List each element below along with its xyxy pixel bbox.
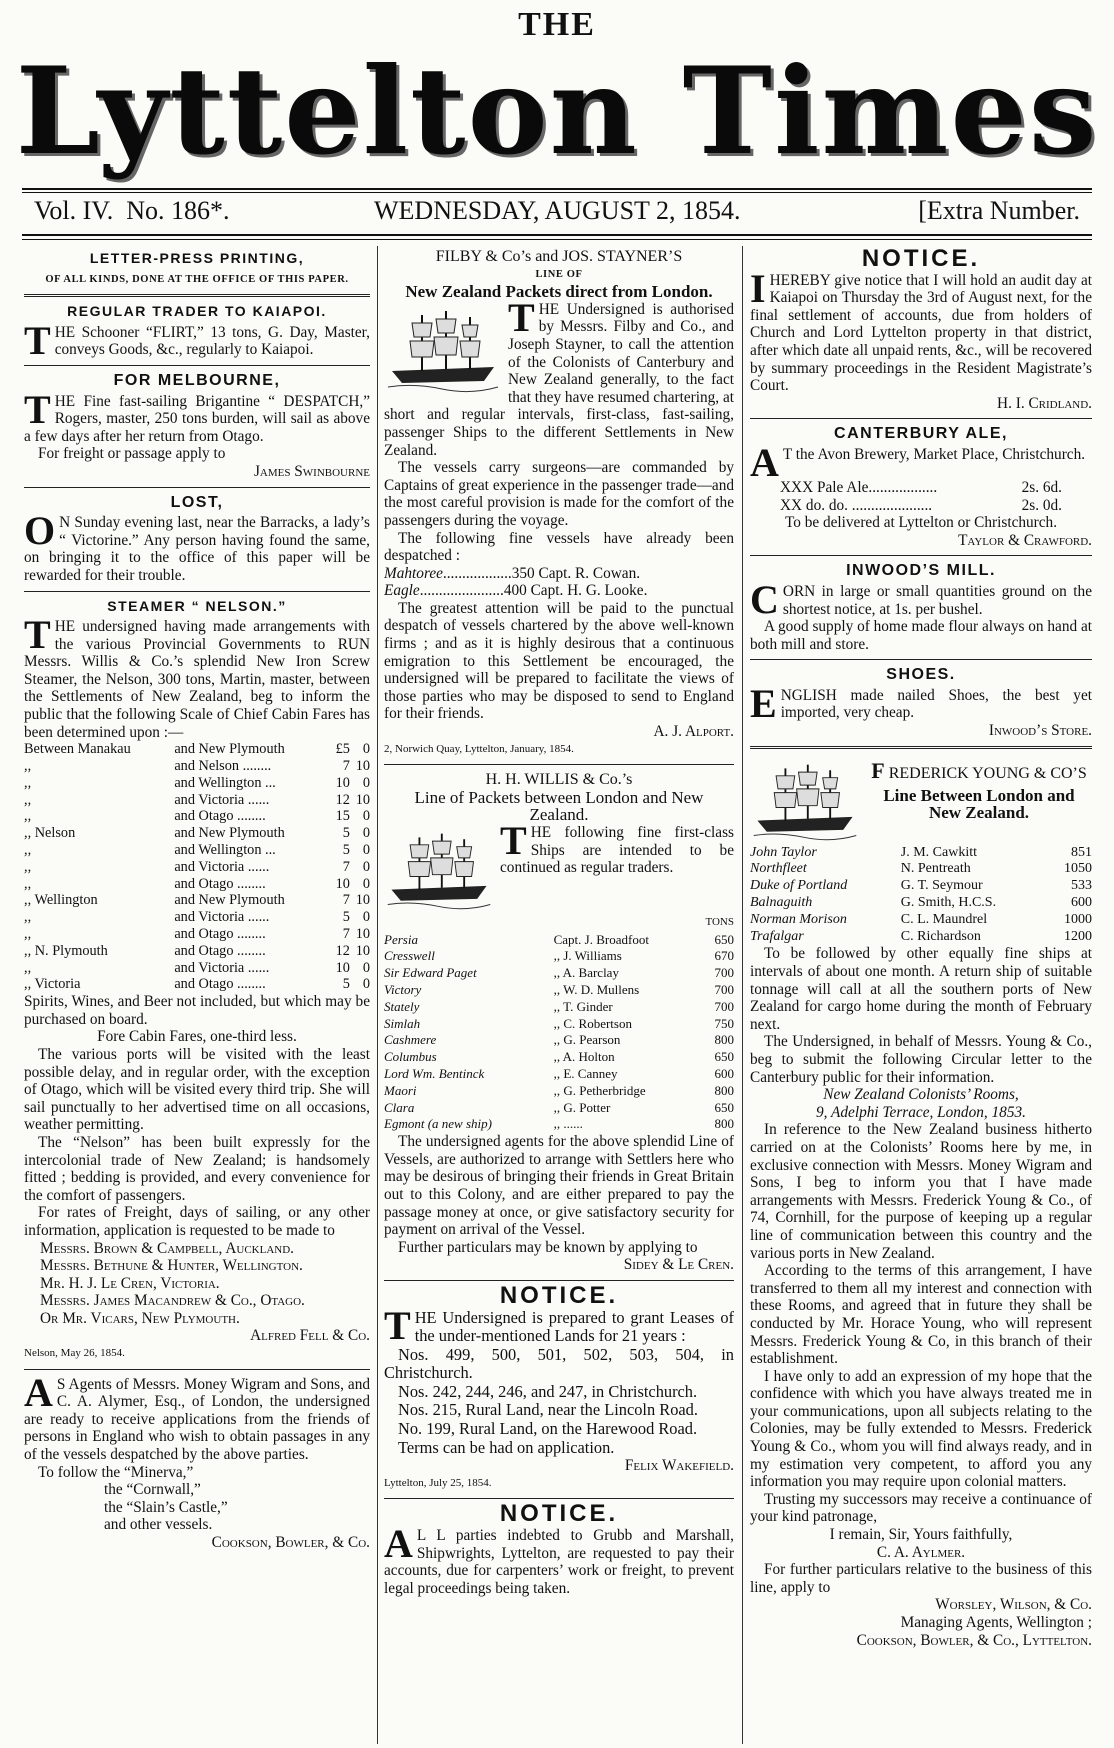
ship-illustration — [384, 828, 494, 912]
fare-to: and Wellington ... — [174, 842, 276, 859]
mill-text: ORN in large or small quantities ground on the shortest notice, at 1s. per bushel. — [782, 582, 1092, 618]
masthead-the: THE — [518, 6, 596, 43]
notice-heading: NOTICE. — [861, 248, 981, 272]
drop-cap: T — [500, 818, 527, 863]
land-line: Nos. 242, 244, 246, and 247, in Christchurch. — [398, 1381, 698, 1401]
fare-from: ,, — [24, 758, 32, 775]
notice-leases-text: HE Undersigned is prepared to grant Leases of the under-mentioned Lands for 21 years : — [414, 1307, 734, 1346]
young-close: I remain, Sir, Yours faithfully, — [829, 1526, 1013, 1544]
ship-tons: 1200 — [1064, 928, 1092, 944]
willis-heading: H. H. WILLIS & Co.’s — [485, 771, 633, 789]
ship-captain: ,, ...... — [553, 1116, 583, 1132]
fares-table — [24, 741, 370, 993]
fare-to: and Nelson ........ — [174, 758, 272, 775]
ship-tons: 650 — [714, 931, 734, 947]
notice-leases-signature: Felix Wakefield. — [624, 1457, 734, 1475]
ship-tons: 700 — [714, 965, 734, 981]
fare-pounds: 5 — [342, 976, 350, 993]
willis-signature: Sidey & Le Cren. — [623, 1256, 734, 1274]
ale-text: T the Avon Brewery, Market Place, Christchurch. — [782, 445, 1086, 463]
nelson-built: The “Nelson” has been built expressly for the intercolonial trade of New Zealand; is handsomely fitted ; bedding is provided, and every convenience for the comfort of passengers. — [24, 1133, 370, 1204]
drop-cap: E — [750, 680, 777, 726]
ship-illustration — [384, 305, 502, 395]
wigram-ships — [24, 1481, 370, 1534]
drop-cap: A — [384, 1521, 413, 1567]
ship-row — [384, 982, 734, 999]
drop-cap: A — [24, 1369, 53, 1415]
fare-shillings: 0 — [362, 774, 370, 791]
fare-pounds: 7 — [342, 758, 350, 775]
masthead-rule-top-thin — [22, 192, 1092, 193]
ship-tons: 650 — [714, 1049, 734, 1065]
young-rooms: New Zealand Colonists’ Rooms, — [823, 1086, 1019, 1104]
fare-row — [24, 892, 370, 909]
fare-row — [24, 976, 370, 993]
young-signature: C. A. Aylmer. — [876, 1543, 966, 1561]
ship-captain: ,, C. Robertson — [553, 1015, 632, 1031]
ship-tons: 1000 — [1064, 911, 1092, 927]
melbourne-text: HE Fine fast-sailing Brigantine “ DESPATCH,” Rogers, master, 250 tons burden, will sail as above a few days after her return from Otago. — [24, 392, 370, 445]
drop-cap: T — [384, 1302, 411, 1348]
shoes-heading: SHOES. — [886, 666, 956, 684]
ship-captain: ,, J. Williams — [553, 948, 622, 964]
young-agent-3: Cookson, Bowler, & Co., Lyttelton. — [856, 1631, 1092, 1649]
wigram-ship-line: the “Slain’s Castle,” — [104, 1498, 228, 1516]
drop-cap: T — [24, 317, 51, 363]
fare-from: ,, — [24, 791, 32, 808]
young-paragraph-2: According to the terms of this arrangement, I have transferred to them all my interest and connection with these Rooms, and agreed that in future they shall be conducted by Mr. Horace Young, who will represent Messrs. Frederick Young & Co, in this branch of their establishment. — [750, 1262, 1092, 1368]
drop-cap: T — [24, 386, 51, 432]
lands-list — [384, 1346, 734, 1458]
fare-pounds: 7 — [342, 926, 350, 943]
fare-shillings: 0 — [362, 741, 370, 758]
ship-captain: ,, G. Petherbridge — [553, 1082, 646, 1098]
land-line: Terms can be had on application. — [398, 1437, 615, 1457]
willis-tons-label: TONS — [705, 916, 734, 928]
ship-tons: 533 — [1071, 878, 1092, 894]
ship-tons: 1050 — [1064, 861, 1092, 877]
ship-name: Duke of Portland — [750, 878, 848, 894]
nelson-heading: STEAMER “ NELSON.” — [107, 597, 287, 614]
agent-line: Or Mr. Vicars, New Plymouth. — [40, 1309, 240, 1327]
ship-captain: G. T. Seymour — [900, 878, 983, 894]
dateline — [24, 196, 1090, 230]
fare-from: ,, — [24, 909, 32, 926]
fare-from: ,, Victoria — [24, 976, 81, 993]
filby-line: LINE OF — [535, 268, 583, 280]
fare-row — [24, 758, 370, 775]
ship-row — [750, 912, 1092, 929]
dateline-rule-thin — [22, 239, 1092, 240]
fare-row — [24, 842, 370, 859]
willis-further: Further particulars may be known by applying to — [398, 1238, 698, 1256]
fare-shillings: 10 — [355, 758, 370, 775]
ship-row — [384, 1083, 734, 1100]
separator — [384, 764, 734, 765]
fare-to: and Victoria ...... — [174, 858, 270, 875]
nelson-ports: The various ports will be visited with the least possible delay, and in regular order, with the exception of Otago, which will be visited every third trip. She will sail punctually to her advertised time on all occasions, weather permitting. — [24, 1045, 370, 1134]
drop-cap: C — [750, 576, 779, 622]
issue-date: WEDNESDAY, AUGUST 2, 1854. — [374, 196, 741, 225]
filby-title: New Zealand Packets direct from London. — [405, 282, 713, 302]
issue-number: No. 186*. — [126, 196, 230, 225]
ship-row — [750, 895, 1092, 912]
ship-row — [384, 1016, 734, 1033]
vessel-detail: ..................350 Capt. R. Cowan. — [442, 564, 641, 582]
fare-pounds: 5 — [342, 842, 350, 859]
filby-vessels — [384, 565, 734, 600]
fare-pounds: 7 — [342, 858, 350, 875]
nelson-date: Nelson, May 26, 1854. — [24, 1347, 125, 1360]
fare-from: ,, — [24, 808, 32, 825]
young-ships-table — [750, 845, 1092, 946]
fare-shillings: 10 — [355, 892, 370, 909]
agent-line: Mr. H. J. Le Cren, Victoria. — [40, 1274, 220, 1292]
land-line: Nos. 499, 500, 501, 502, 503, 504, in Christchurch. — [384, 1344, 734, 1383]
shoes-signature: Inwood’s Store. — [988, 722, 1092, 740]
kaiapoi-text: HE Schooner “FLIRT,” 13 tons, G. Day, Master, conveys Goods, &c., regularly to Kaiapoi. — [54, 323, 370, 359]
separator — [384, 1498, 734, 1499]
young-behalf: The Undersigned, in behalf of Messrs. Young & Co., beg to submit the following Circular letter to the Canterbury public for their information. — [750, 1033, 1092, 1086]
fare-row — [24, 825, 370, 842]
fare-from: ,, — [24, 858, 32, 875]
ship-name: Lord Wm. Bentinck — [384, 1065, 485, 1081]
young-follow: To be followed by other equally fine ships at intervals of about one month. A return ship of suitable tonnage will call at all the southern ports of New Zealand for cargo home during the month of February next. — [750, 945, 1092, 1033]
agent-line: Messrs. Bethune & Hunter, Wellington. — [40, 1257, 303, 1275]
ale-price-row — [780, 497, 1062, 515]
separator — [24, 294, 370, 297]
ship-row — [384, 948, 734, 965]
fare-shillings: 0 — [362, 842, 370, 859]
separator — [24, 1369, 370, 1370]
fare-row — [24, 792, 370, 809]
fare-row — [24, 808, 370, 825]
notice-leases-date: Lyttelton, July 25, 1854. — [384, 1476, 492, 1489]
fare-shillings: 0 — [362, 825, 370, 842]
vessel-name: Mahtoree — [384, 564, 443, 582]
fare-pounds: 10 — [335, 875, 350, 892]
ship-captain: ,, E. Canney — [553, 1065, 618, 1081]
fare-row — [24, 926, 370, 943]
ship-name: John Taylor — [750, 844, 817, 860]
column-divider-2 — [742, 246, 743, 1744]
separator — [24, 487, 370, 488]
ship-captain: J. M. Cawkitt — [900, 844, 977, 860]
separator — [750, 418, 1092, 419]
fare-pounds: 5 — [342, 825, 350, 842]
vessel-detail: ......................400 Capt. H. G. Looke. — [419, 582, 648, 600]
young-paragraph-1: In reference to the New Zealand business hitherto carried on at the Colonists’ Rooms here by me, in exclusive connection with Messrs. Money Wigram and Sons, I beg to inform you that I have made arrangements with Messrs. Frederick Young & Co., of 74, Cornhill, for the purpose of keeping up a regular line of communication between this country and the various ports in New Zealand. — [750, 1121, 1092, 1262]
ship-name: Trafalgar — [750, 928, 804, 944]
filby-text: HE Undersigned is authorised by Messrs. Filby and Co., and Joseph Stayner, to call the attention of the Colonists of Canterbury and New Zealand generally, to the fact that they have resumed chartering, at short and regular intervals, first-class, fast-sailing, passenger Ships to the different Settlements in New Zealand. — [384, 300, 734, 459]
dateline-rule — [22, 234, 1092, 236]
fare-shillings: 0 — [362, 909, 370, 926]
fare-row — [24, 909, 370, 926]
ship-row — [384, 1032, 734, 1049]
ship-name: Northfleet — [750, 861, 807, 877]
fare-from: ,, Wellington — [24, 892, 98, 909]
shoes-text: NGLISH made nailed Shoes, the best yet imported, very cheap. — [780, 686, 1092, 722]
column-1 — [24, 248, 370, 1744]
ship-row — [750, 878, 1092, 895]
willis-text: HE following fine first-class Ships are intended to be continued as regular traders. — [500, 824, 734, 877]
column-2 — [384, 248, 734, 1744]
ship-row — [384, 965, 734, 982]
ship-captain: ,, A. Barclay — [553, 965, 619, 981]
ship-tons: 670 — [714, 948, 734, 964]
notice-heading: NOTICE. — [499, 1281, 619, 1309]
separator — [24, 365, 370, 366]
drop-cap: T — [24, 612, 51, 658]
ship-tons: 600 — [1071, 895, 1092, 911]
drop-cap: F — [871, 757, 885, 783]
ship-tons: 700 — [714, 981, 734, 997]
ship-name: Clara — [384, 1099, 415, 1115]
ship-tons: 800 — [714, 1032, 734, 1048]
fare-pounds: 15 — [335, 808, 350, 825]
fare-to: and Otago ........ — [174, 926, 266, 943]
ship-captain: C. Richardson — [900, 928, 981, 944]
fare-to: and Victoria ...... — [174, 959, 270, 976]
ship-name: Persia — [384, 931, 418, 947]
fare-shillings: 10 — [355, 942, 370, 959]
ship-name: Cashmere — [384, 1032, 437, 1048]
ship-row — [384, 999, 734, 1016]
ship-row — [384, 1100, 734, 1117]
melbourne-heading: FOR MELBOURNE, — [113, 371, 281, 389]
ale-item: XX do. do. ..................... — [780, 496, 933, 514]
filby-address: 2, Norwich Quay, Lyttelton, January, 1854. — [384, 742, 574, 755]
fare-row — [24, 775, 370, 792]
ship-captain: ,, T. Ginder — [553, 998, 613, 1014]
filby-attention: The greatest attention will be paid to the punctual despatch of vessels chartered by the above well-known firms ; and as it is highly desirous that a continuous emigration to this Settlement be encouraged, the undersigned will be prepared to facilitate the views of those parties who may be disposed to send to England for their friends. — [384, 599, 734, 723]
ale-price: 2s. 6d. — [1021, 478, 1062, 496]
volume: Vol. IV. — [34, 196, 114, 225]
ship-tons: 851 — [1071, 844, 1092, 860]
fare-shillings: 0 — [362, 875, 370, 892]
ship-name: Victory — [384, 981, 422, 997]
young-paragraph-3: I have only to add an expression of my hope that the confidence with which you have always treated me in your communications, upon all subjects relating to the Colonies, may be fully extended to Messrs. Frederick Young & Co., whom you will find always ready, and in my estimation very competent, to afford you any information you may require upon colonial matters. — [750, 1367, 1092, 1491]
agent-line: Messrs. Brown & Campbell, Auckland. — [40, 1239, 295, 1257]
ship-captain: ,, A. Holton — [553, 1049, 615, 1065]
separator — [384, 1280, 734, 1281]
fare-to: and Victoria ...... — [174, 909, 270, 926]
letterpress-heading: LETTER-PRESS PRINTING, — [89, 250, 305, 266]
ship-tons: 800 — [714, 1116, 734, 1132]
young-agent-2: Managing Agents, Wellington ; — [900, 1614, 1092, 1631]
filby-surgeons: The vessels carry surgeons—are commanded by Captains of great experience in the passenger trade—and the most careful provision is made for the comfort of the passengers during the voyage. — [384, 459, 734, 529]
ship-row — [384, 1116, 734, 1133]
fare-pounds: 10 — [335, 959, 350, 976]
ale-price-row — [780, 479, 1062, 497]
ship-name: Columbus — [384, 1049, 437, 1065]
ship-captain: G. Smith, H.C.S. — [900, 895, 997, 911]
separator — [750, 659, 1092, 660]
young-heading: REDERICK YOUNG & CO’S — [888, 764, 1087, 782]
fare-from: ,, N. Plymouth — [24, 942, 108, 959]
filby-vessel-row — [384, 565, 734, 583]
ship-captain: Capt. J. Broadfoot — [553, 931, 649, 947]
land-line: No. 199, Rural Land, on the Harewood Road. — [398, 1419, 698, 1439]
fare-pounds: 10 — [335, 774, 350, 791]
audit-signature: H. I. Cridland. — [997, 394, 1092, 412]
drop-cap: I — [750, 265, 766, 311]
ale-item: XXX Pale Ale.................. — [780, 478, 938, 496]
fare-pounds: 7 — [342, 892, 350, 909]
drop-cap: O — [24, 508, 56, 554]
melbourne-apply: For freight or passage apply to — [38, 445, 226, 463]
ship-name: Simlah — [384, 1015, 421, 1031]
fare-shillings: 10 — [355, 926, 370, 943]
fare-from: ,, — [24, 926, 32, 943]
ship-tons: 700 — [714, 998, 734, 1014]
mill-supply: A good supply of home made flour always on hand at both mill and store. — [750, 618, 1092, 653]
mill-heading: INWOOD’S MILL. — [846, 562, 996, 580]
filby-despatched: The following fine vessels have already been despatched : — [384, 529, 734, 565]
fare-to: and New Plymouth — [174, 825, 285, 842]
ship-captain: C. L. Maundrel — [900, 911, 988, 927]
drop-cap: A — [750, 439, 779, 485]
fare-to: and New Plymouth — [174, 741, 285, 758]
fare-shillings: 0 — [362, 858, 370, 875]
ship-name: Maori — [384, 1082, 417, 1098]
fare-to: and Otago ........ — [174, 808, 266, 825]
drop-cap: T — [508, 294, 535, 340]
masthead-rule-top — [22, 188, 1092, 190]
land-line: Nos. 215, Rural Land, near the Lincoln Road. — [398, 1400, 698, 1420]
ship-name: Stately — [384, 998, 420, 1014]
lost-heading: LOST, — [170, 493, 224, 511]
fare-to: and Victoria ...... — [174, 791, 270, 808]
wigram-signature: Cookson, Bowler, & Co. — [211, 1534, 370, 1552]
nelson-rates: For rates of Freight, days of sailing, or any other information, application is requested to be made to — [24, 1204, 370, 1239]
fare-row — [24, 741, 370, 758]
ale-heading: CANTERBURY ALE, — [834, 425, 1008, 443]
ale-deliver: To be delivered at Lyttelton or Christchurch. — [784, 514, 1058, 532]
ship-name: Egmont (a new ship) — [384, 1116, 492, 1132]
ship-name: Cresswell — [384, 948, 435, 964]
ship-row — [384, 932, 734, 949]
ale-price: 2s. 0d. — [1021, 496, 1062, 514]
column-3 — [750, 248, 1092, 1744]
wigram-ship-line: and other vessels. — [104, 1516, 213, 1534]
fare-to: and Otago ........ — [174, 942, 266, 959]
ship-captain: ,, W. D. Mullens — [553, 981, 640, 997]
ship-captain: ,, G. Potter — [553, 1099, 611, 1115]
ship-row — [750, 929, 1092, 946]
masthead-title: Lyttelton Times — [15, 41, 1099, 182]
separator — [750, 746, 1092, 749]
ship-name: Sir Edward Paget — [384, 965, 477, 981]
ship-name: Balnaguith — [750, 895, 813, 911]
young-further: For further particulars relative to the business of this line, apply to — [750, 1561, 1092, 1596]
agents-list — [24, 1240, 370, 1328]
young-agent-1: Worsley, Wilson, & Co. — [935, 1596, 1092, 1614]
agent-line: Messrs. James Macandrew & Co., Otago. — [40, 1292, 305, 1310]
notice-heading: NOTICE. — [499, 1500, 619, 1528]
fare-to: and Otago ........ — [174, 976, 266, 993]
fare-from: ,, — [24, 959, 32, 976]
willis-title: Line of Packets between London and New Zealand. — [414, 787, 704, 825]
filby-signature: A. J. Alport. — [653, 723, 734, 741]
young-address: 9, Adelphi Terrace, London, 1853. — [816, 1103, 1026, 1121]
wigram-text: S Agents of Messrs. Money Wigram and Sons, and C. A. Alymer, Esq., of London, the undersigned are ready to receive applications from the friends of persons in England who wish to obtain passages in any of the vessels despatched by the above parties. — [24, 1375, 370, 1464]
fare-from: Between Manakau — [24, 741, 131, 758]
ship-tons: 800 — [714, 1082, 734, 1098]
ship-row — [750, 845, 1092, 862]
ship-row — [384, 1066, 734, 1083]
young-title: Line Between London and New Zealand. — [883, 785, 1075, 823]
fare-to: and Wellington ... — [174, 774, 276, 791]
willis-ships-table — [384, 932, 734, 1134]
fare-shillings: 0 — [362, 808, 370, 825]
ship-row — [384, 1049, 734, 1066]
fare-shillings: 0 — [362, 959, 370, 976]
ship-row — [750, 861, 1092, 878]
ship-name: Norman Morison — [750, 911, 847, 927]
wigram-follow: To follow the “Minerva,” — [38, 1463, 194, 1481]
filby-heading: FILBY & Co’s and JOS. STAYNER’S — [435, 248, 683, 265]
wigram-ship-line: the “Cornwall,” — [104, 1481, 201, 1499]
melbourne-signature: James Swinbourne — [253, 462, 370, 480]
ale-signature: Taylor & Crawford. — [958, 531, 1092, 549]
fare-from: ,, — [24, 774, 32, 791]
ship-illustration — [750, 759, 860, 843]
fare-pounds: 5 — [342, 909, 350, 926]
separator — [750, 555, 1092, 556]
edition: [Extra Number. — [918, 196, 1080, 225]
ship-captain: ,, G. Pearson — [553, 1032, 621, 1048]
fare-row — [24, 943, 370, 960]
fare-from: ,, — [24, 842, 32, 859]
kaiapoi-heading: REGULAR TRADER TO KAIAPOI. — [67, 303, 327, 320]
fare-shillings: 10 — [355, 791, 370, 808]
vessel-name: Eagle — [384, 582, 420, 600]
fare-to: and New Plymouth — [174, 892, 285, 909]
nelson-text: HE undersigned having made arrangements with the various Provincial Governments to RUN Messrs. Willis & Co.’s splendid New Iron Screw Steamer, the Nelson, 300 tons, Martin, master, between the Settlements of New Zealand, beg to inform the public that the following Scale of Chief Cabin Fares has been determined upon :— — [24, 618, 370, 741]
nelson-spirits: Spirits, Wines, and Beer not included, but which may be purchased on board. — [24, 993, 370, 1028]
notice-grubb-text: L L parties indebted to Grubb and Marshall, Shipwrights, Lyttelton, are requested to pay their accounts, due for carpenters’ work or freight, to prevent legal proceedings being taken. — [384, 1527, 734, 1597]
fare-to: and Otago ........ — [174, 875, 266, 892]
fare-row — [24, 960, 370, 977]
column-divider-1 — [377, 246, 378, 1744]
fare-row — [24, 876, 370, 893]
young-paragraph-4: Trusting my successors may receive a continuance of your kind patronage, — [750, 1490, 1092, 1526]
fare-from: ,, Nelson — [24, 825, 76, 842]
separator — [24, 591, 370, 592]
audit-text: HEREBY give notice that I will hold an audit day at Kaiapoi on Thursday the 3rd of August next, for the final settlement of accounts, due from holders of Church and Lord Lyttelton property in that district, after which date all unpaid rents, &c., will be recovered by summary proceedings in the Resident Magistrate’s Court. — [750, 271, 1092, 395]
letterpress-subheading: OF ALL KINDS, DONE AT THE OFFICE OF THIS PAPER. — [45, 273, 349, 285]
fare-pounds: 12 — [335, 942, 350, 959]
ale-prices — [750, 479, 1092, 514]
fare-pounds: £5 — [335, 741, 350, 758]
nelson-signature: Alfred Fell & Co. — [250, 1327, 370, 1345]
ship-tons: 650 — [714, 1099, 734, 1115]
ship-tons: 750 — [714, 1015, 734, 1031]
fare-row — [24, 859, 370, 876]
ship-captain: N. Pentreath — [900, 861, 971, 877]
fare-from: ,, — [24, 875, 32, 892]
fare-pounds: 12 — [335, 791, 350, 808]
nelson-fore: Fore Cabin Fares, one-third less. — [97, 1028, 297, 1046]
lost-text: N Sunday evening last, near the Barracks, a lady’s “ Victorine.” Any person having found the same, on bringing it to the office of this paper will be rewarded for their trouble. — [24, 514, 370, 584]
filby-vessel-row — [384, 582, 734, 600]
ship-tons: 600 — [714, 1065, 734, 1081]
willis-agents: The undersigned agents for the above splendid Line of Vessels, are authorized to arrange with Settlers here who may be desirous of bringing their friends in Great Britain out to this Colony, and are either prepared to pay the passage money at once, or give satisfactory security for payment on arrival of the Vessel. — [384, 1133, 734, 1239]
fare-shillings: 0 — [362, 976, 370, 993]
